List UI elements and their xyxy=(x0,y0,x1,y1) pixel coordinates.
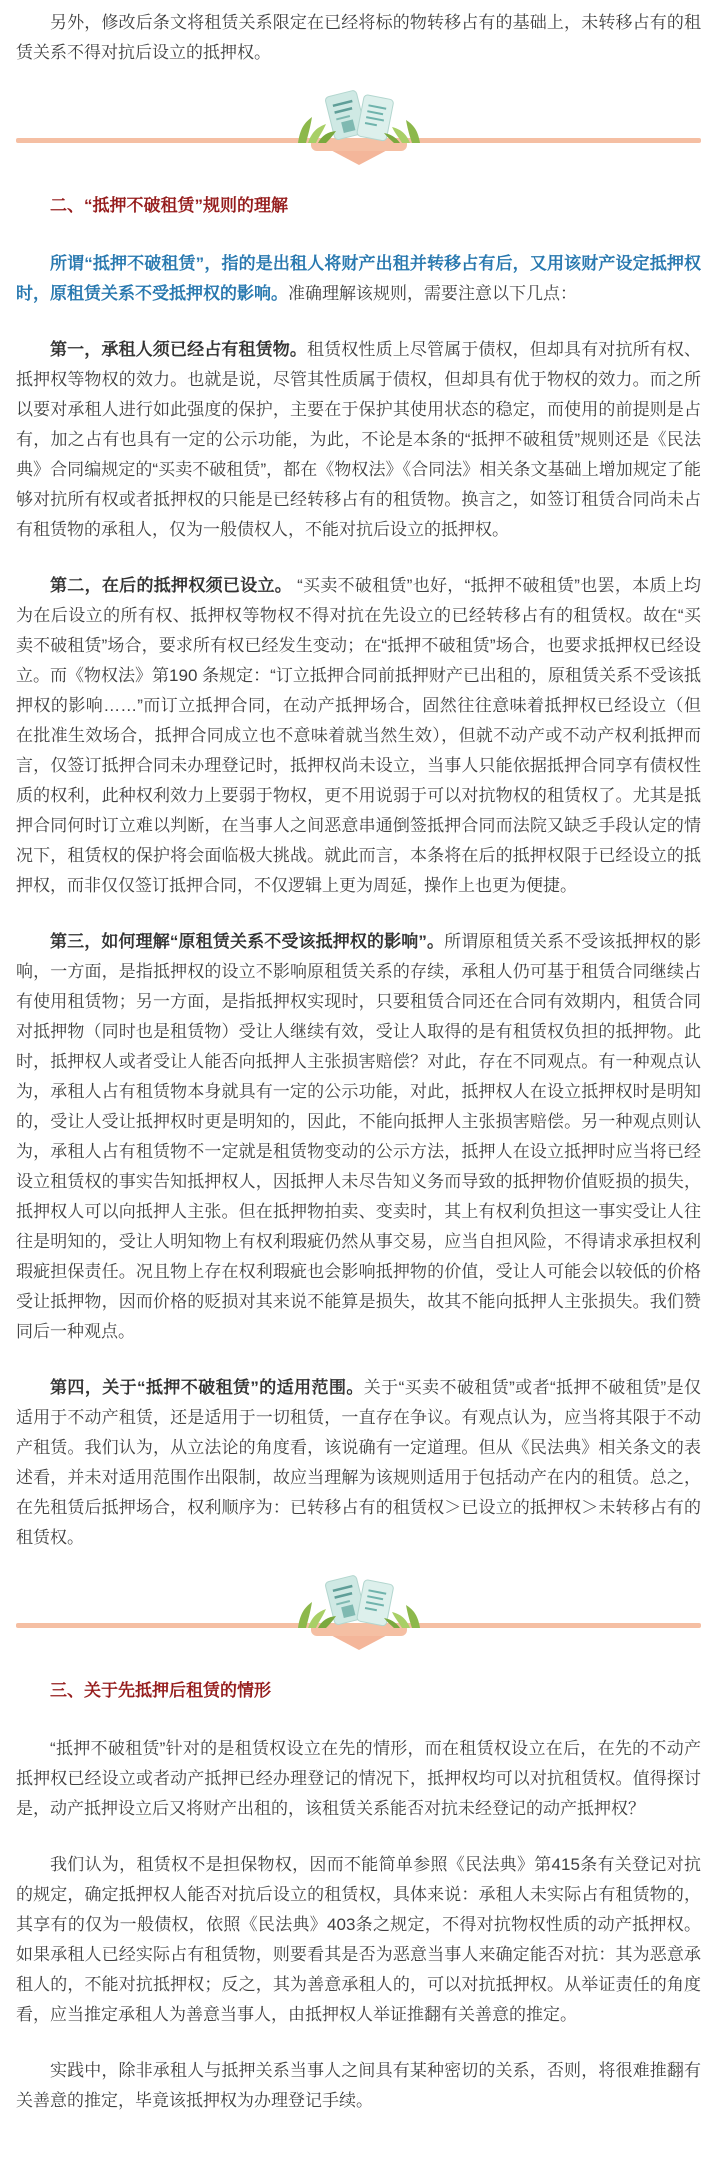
section-divider xyxy=(16,88,701,165)
point-4-lead: 第四，关于“抵押不破租赁”的适用范围。 xyxy=(50,1378,364,1397)
documents-in-grass-icon xyxy=(284,1572,434,1628)
point-2-lead: 第二，在后的抵押权须已设立。 xyxy=(50,576,293,595)
section2-intro-lead: 所谓“抵押不破租赁”，指的是出租人将财产出租并转移占有后，又用该财产设定抵押权时，原租赁关系不受抵押权的影响。 xyxy=(16,254,701,303)
section3-paragraph-2 xyxy=(16,1850,701,2030)
point-3-lead: 第三，如何理解“原租赁关系不受该抵押权的影响”。 xyxy=(50,932,445,951)
section3-heading: 三、关于先抵押后租赁的情形 xyxy=(50,1681,271,1700)
point-4-body: 关于“买卖不破租赁”或者“抵押不破租赁”是仅适用于不动产租赁，还是适用于一切租赁，一直存在争议。有观点认为，应当将其限于不动产租赁。我们认为，从立法论的角度看，该说确有一定道理。但从《民法典》相关条文的表述看，并未对适用范围作出限制，故应当理解为该规则适用于包括动产在内的租赁。总之，在先租赁后抵押场合，权利顺序为：已转移占有的租赁权＞已设立的抵押权＞未转移占有的租赁权。 xyxy=(16,1378,701,1547)
section3-paragraph-3 xyxy=(16,2056,701,2116)
section3-paragraph-1-text: “抵押不破租赁”针对的是租赁权设立在先的情形，而在租赁权设立在后，在先的不动产抵押权已经设立或者动产抵押已经办理登记的情况下，抵押权均可以对抗租赁权。值得探讨是，动产抵押设立后又将财产出租的，该租赁关系能否对抗未经登记的动产抵押权？ xyxy=(16,1739,701,1818)
intro-text: 另外，修改后条文将租赁关系限定在已经将标的物转移占有的基础上，未转移占有的租赁关系不得对抗后设立的抵押权。 xyxy=(16,13,701,62)
section3-paragraph-1 xyxy=(16,1734,701,1824)
section-divider xyxy=(16,1573,701,1650)
section2-heading: 二、“抵押不破租赁”规则的理解 xyxy=(50,196,288,215)
point-2-paragraph xyxy=(16,571,701,901)
intro-paragraph xyxy=(16,8,701,68)
point-3-body: 所谓原租赁关系不受该抵押权的影响，一方面，是指抵押权的设立不影响原租赁关系的存续，承租人仍可基于租赁合同继续占有使用租赁物；另一方面，是指抵押权实现时，只要租赁合同还在合同有效期内，租赁合同对抵押物（同时也是租赁物）受让人继续有效，受让人取得的是有租赁权负担的抵押物。此时，抵押权人或者受让人能否向抵押人主张损害赔偿？对此，存在不同观点。有一种观点认为，承租人占有租赁物本身就具有一定的公示功能，对此，抵押权人在设立抵押权时是明知的，受让人受让抵押权时更是明知的，因此，不能向抵押人主张损害赔偿。另一种观点则认为，承租人占有租赁物不一定就是租赁物变动的公示方法，抵押人在设立抵押时应当将已经设立租赁权的事实告知抵押权人，因抵押人未尽告知义务而导致的抵押物价值贬损的损失，抵押权人可以向抵押人主张。但在抵押物拍卖、变卖时，其上有权利负担这一事实受让人往往是明知的，受让人明知物上有权利瑕疵仍然从事交易，应当自担风险，不得请求承担权利瑕疵担保责任。况且物上存在权利瑕疵也会影响抵押物的价值，受让人可能会以较低的价格受让抵押物，因而价格的贬损对其来说不能算是损失，故其不能向抵押人主张损失。我们赞同后一种观点。 xyxy=(16,932,702,1341)
documents-in-grass-icon xyxy=(284,87,434,143)
section2-intro-rest: 准确理解该规则，需要注意以下几点： xyxy=(288,284,577,303)
divider-trapezoid xyxy=(311,1628,407,1636)
section3-paragraph-3-text: 实践中，除非承租人与抵押关系当事人之间具有某种密切的关系，否则，将很难推翻有关善意的推定，毕竟该抵押权为办理登记手续。 xyxy=(16,2061,701,2110)
section2-intro-paragraph xyxy=(16,249,701,309)
point-1-lead: 第一，承租人须已经占有租赁物。 xyxy=(50,340,308,359)
section3-paragraph-2-text: 我们认为，租赁权不是担保物权，因而不能简单参照《民法典》第415条有关登记对抗的规定，确定抵押权人能否对抗后设立的租赁权，具体来说：承租人未实际占有租赁物的，其享有的仅为一般债权，依照《民法典》403条之规定，不得对抗物权性质的动产抵押权。如果承租人已经实际占有租赁物，则要看其是否为恶意当事人来确定能否对抗：其为恶意承租人的，不能对抗抵押权；反之，其为善意承租人的，可以对抗抵押权。从举证责任的角度看，应当推定承租人为善意当事人，由抵押权人举证推翻有关善意的推定。 xyxy=(16,1855,701,2024)
divider-trapezoid xyxy=(311,143,407,151)
point-1-paragraph xyxy=(16,335,701,545)
point-3-paragraph xyxy=(16,927,701,1347)
point-1-body: 租赁权性质上尽管属于债权，但却具有对抗所有权、抵押权等物权的效力。也就是说，尽管其性质属于债权，但却具有优于物权的效力。而之所以要对承租人进行如此强度的保护，主要在于保护其使用状态的稳定，而使用的前提则是占有，加之占有也具有一定的公示功能，为此，不论是本条的“抵押不破租赁”规则还是《民法典》合同编规定的“买卖不破租赁”，都在《物权法》《合同法》相关条文基础上增加规定了能够对抗所有权或者抵押权的只能是已经转移占有的租赁物。换言之，如签订租赁合同尚未占有租赁物的承租人，仅为一般债权人，不能对抗后设立的抵押权。 xyxy=(16,340,702,539)
point-2-body: “买卖不破租赁”也好，“抵押不破租赁”也罢，本质上均为在后设立的所有权、抵押权等物权不得对抗在先设立的已经转移占有的租赁权。故在“买卖不破租赁”场合，要求所有权已经发生变动；在“抵押不破租赁”场合，也要求抵押权已经设立。而《物权法》第190 条规定：“订立抵押合同前抵押财产已出租的，原租赁关系不受该抵押权的影响……”而订立抵押合同，在动产抵押场合，固然往往意味着抵押权已经设立（但在批准生效场合，抵押合同成立也不意味着就当然生效），但就不动产或不动产权利抵押而言，仅签订抵押合同未办理登记时，抵押权尚未设立，当事人只能依据抵押合同享有债权性质的权利，此种权利效力上要弱于物权，更不用说弱于可以对抗物权的租赁权了。尤其是抵押合同何时订立难以判断，在当事人之间恶意串通倒签抵押合同而法院又缺乏手段认定的情况下，租赁权的保护将会面临极大挑战。就此而言，本条将在后的抵押权限于已经设立的抵押权，而非仅仅签订抵押合同，不仅逻辑上更为周延，操作上也更为便捷。 xyxy=(16,576,701,895)
point-4-paragraph xyxy=(16,1373,701,1553)
